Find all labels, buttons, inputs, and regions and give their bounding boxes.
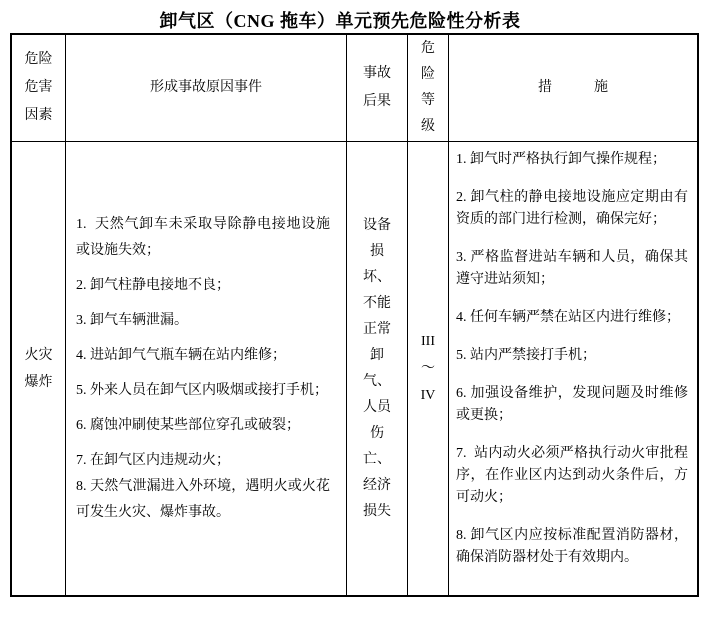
table-header-row [12, 35, 697, 142]
header-hazard-factor [12, 35, 66, 141]
consequence-line: 伤 [370, 425, 384, 441]
risk-level-line: ～ [421, 361, 435, 376]
consequence-line: 损失 [363, 503, 391, 519]
header-risk-level-line: 等 [421, 93, 435, 108]
cell-cause-events [66, 142, 347, 595]
cause-item: 3. 卸气车辆泄漏。 [76, 312, 188, 328]
hazard-factor-line: 火灾 [24, 347, 53, 363]
header-risk-level-line: 危 [421, 41, 435, 56]
measure-item: 2. 卸气柱的静电接地设施应定期由有资质的部门进行检测，确保完好； [456, 190, 688, 227]
header-risk-level [408, 35, 449, 141]
cause-item: 8. 天然气泄漏进入外环境，遇明火或火花可发生火灾、爆炸事故。 [76, 478, 330, 520]
consequence-line: 损 [370, 243, 384, 259]
consequence-line: 经济 [363, 477, 391, 493]
cell-hazard-factor [12, 142, 66, 595]
table-body-row [12, 142, 697, 595]
header-consequence-line: 事故 [363, 66, 391, 81]
header-hazard-factor-line: 因素 [24, 108, 53, 123]
cell-consequence [347, 142, 408, 595]
header-hazard-factor-line: 危害 [24, 80, 53, 95]
header-cause-events [66, 35, 347, 141]
consequence-line: 不能 [363, 295, 391, 311]
header-measures-char: 施 [594, 80, 608, 95]
cause-item: 1. 天然气卸车未采取导除静电接地设施或设施失效； [76, 216, 330, 258]
risk-level-line: III [421, 334, 435, 349]
header-hazard-factor-line: 危险 [24, 52, 53, 67]
consequence-line: 亡、 [363, 451, 391, 467]
cell-risk-level [408, 142, 449, 595]
consequence-line: 设备 [363, 217, 391, 233]
measure-item: 4. 任何车辆严禁在站区内进行维修； [456, 310, 680, 325]
consequence-line: 正常 [363, 321, 391, 337]
measure-item: 5. 站内严禁接打手机； [456, 348, 596, 363]
consequence-line: 卸 [370, 347, 384, 363]
measure-item: 8. 卸气区内应按标准配置消防器材，确保消防器材处于有效期内。 [456, 528, 688, 565]
header-consequence [347, 35, 408, 141]
hazard-factor-line: 爆炸 [24, 374, 53, 390]
cause-item: 7. 在卸气区内违规动火； [76, 452, 230, 468]
hazard-analysis-table [10, 33, 699, 597]
page-title: 卸气区（CNG 拖车）单元预先危险性分析表 [159, 11, 521, 31]
header-measures-char: 措 [538, 80, 552, 95]
cell-measures [449, 142, 697, 595]
measure-item: 7. 站内动火必须严格执行动火审批程序，在作业区内达到动火条件后，方可动火； [456, 446, 688, 505]
measure-item: 1. 卸气时严格执行卸气操作规程； [456, 152, 666, 167]
cause-item: 2. 卸气柱静电接地不良； [76, 277, 230, 293]
header-cause-events-label: 形成事故原因事件 [150, 80, 262, 95]
header-measures [449, 35, 697, 141]
header-risk-level-line: 险 [421, 67, 435, 82]
risk-level-line: IV [420, 388, 436, 403]
consequence-line: 人员 [363, 399, 391, 415]
measure-item: 3. 严格监督进站车辆和人员，确保其遵守进站须知； [456, 250, 688, 287]
cause-item: 5. 外来人员在卸气区内吸烟或接打手机； [76, 382, 328, 398]
consequence-line: 坏、 [363, 269, 391, 285]
header-consequence-line: 后果 [363, 94, 391, 109]
measure-item: 6. 加强设备维护，发现问题及时维修或更换； [456, 386, 688, 423]
cause-item: 4. 进站卸气气瓶车辆在站内维修； [76, 347, 286, 363]
consequence-line: 气、 [363, 373, 391, 389]
cause-item: 6. 腐蚀冲刷使某些部位穿孔或破裂； [76, 417, 300, 433]
header-risk-level-line: 级 [421, 119, 435, 134]
